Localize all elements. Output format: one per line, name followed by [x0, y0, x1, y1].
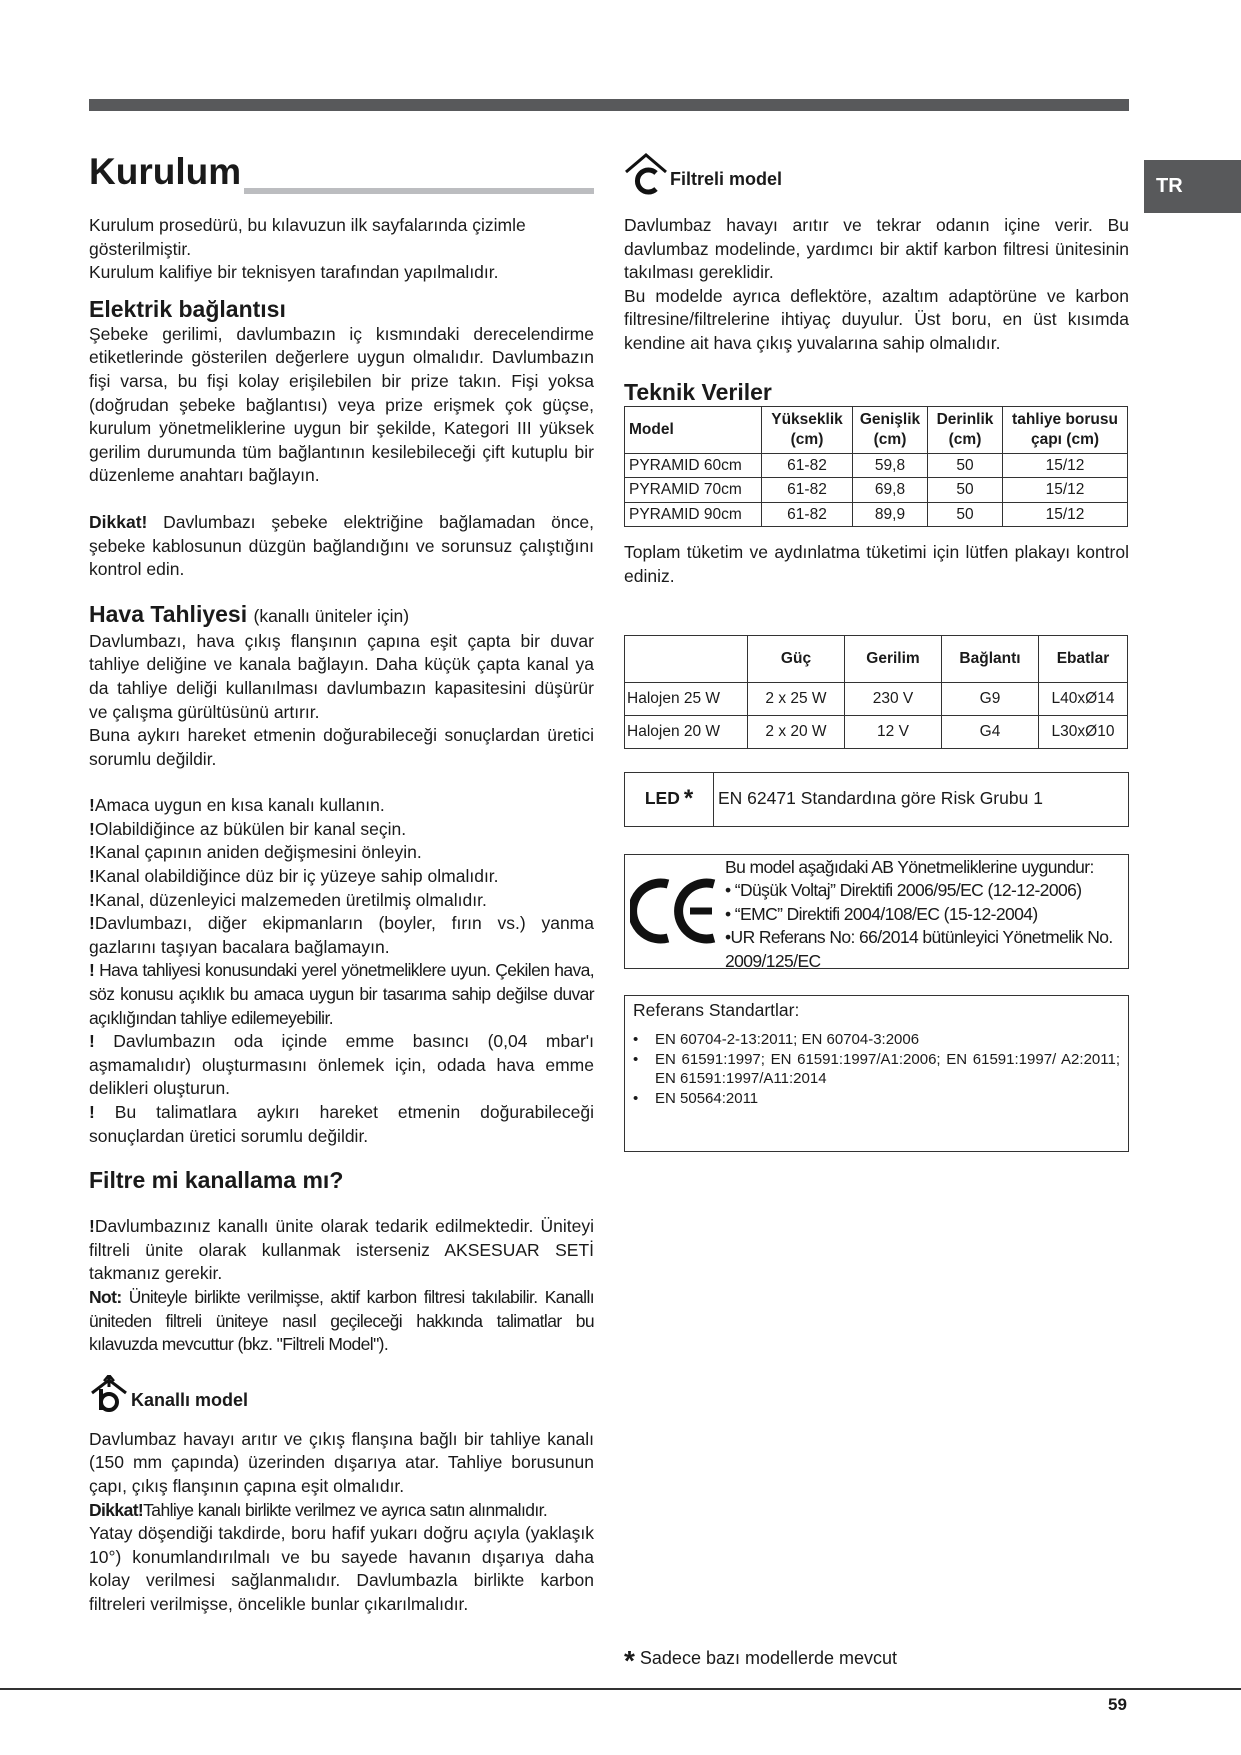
list-item: • EN 60704-2-13:2011; EN 60704-3:2006 [633, 1030, 1120, 1050]
list-item: !Amaca uygun en kısa kanalı kullanın. [89, 795, 385, 816]
filtre-text: !Davlumbazınız kanallı ünite olarak tedarik edilmektedir. Üniteyi filtreli ünite olarak kullanmak isterseniz AKSESUAR SETİ takmanız gerekir. [89, 1216, 594, 1284]
exclamation-icon: ! [89, 913, 95, 934]
kanalli-text-2: Yatay döşendiği takdirde, boru hafif yukarı doğru açıyla (yaklaşık 10°) konumlandırılmalı ve bu sayede havanın dışarıya daha kolay verilmesi sağlanmalıdır. Davlumbazla birlikte karbon filtreleri verilmişse, öncelikle bunlar çıkarılmalıdır. [89, 1523, 594, 1614]
list-item: • EN 61591:1997; EN 61591:1997/A1:2006; EN 61591:1997/ A2:2011; EN 61591:1997/A11:2014 [633, 1050, 1120, 1089]
tech-header: tahliye borusu çapı (cm) [1003, 406, 1128, 453]
tech-header: Derinlik (cm) [928, 406, 1003, 453]
teknik-title: Teknik Veriler [624, 378, 772, 405]
tech-header: Genişlik (cm) [853, 406, 928, 453]
top-bar [89, 99, 1129, 111]
list-item: ! Davlumbazın oda içinde emme basıncı (0,04 mbar'ı aşmamalıdır) oluşturmasını önlemek için, odada hava emme delikleri oluşturun. [89, 1031, 594, 1099]
refs-box [624, 995, 1129, 1152]
dikkat-text: Davlumbazı şebeke elektriğine bağlamadan önce, şebeke kablosunun düzgün bağlandığını ve sorunsuz çalıştığını kontrol edin. [89, 511, 594, 580]
filtreli-text-1: Davlumbaz havayı arıtır ve tekrar odanın içine verir. Bu davlumbaz modelinde, yardımcı bir aktif karbon filtresi ünitesinin takılması gereklidir. [624, 215, 1129, 283]
not-label: Not: [89, 1286, 122, 1307]
ce-text: Bu model aşağıdaki AB Yönetmeliklerine uygundur: • “Düşük Voltaj” Direktifi 2006/95/EC (12-12-2006) • “EMC” Direktifi 2004/108/EC (15-12-2004) •UR Referans No: 66/2014 bütünleyici Yönetmelik No. 2009/125/EC [725, 856, 1113, 971]
tech-header: Model [625, 406, 762, 453]
lamp-header-row: Güç Gerilim Bağlantı Ebatlar [625, 635, 1128, 682]
toplam-text: Toplam tüketim ve aydınlatma tüketimi için lütfen plakayı kontrol ediniz. [624, 542, 1129, 586]
ce-box [624, 854, 1129, 969]
exclamation-icon: ! [89, 889, 95, 910]
recirculating-model-icon [624, 152, 668, 198]
intro-2: Kurulum kalifiye bir teknisyen tarafından yapılmalıdır. [89, 262, 499, 283]
intro-1: Kurulum prosedürü, bu kılavuzun ilk sayfalarında çizimle gösterilmiştir. [89, 215, 526, 259]
list-item: !Kanal, düzenleyici malzemeden üretilmiş olmalıdır. [89, 889, 487, 910]
exclamation-icon: ! [89, 1216, 95, 1237]
not-paragraph: Not: Üniteyle birlikte verilmişse, aktif karbon filtresi takılabilir. Kanallı üniteden filtreli üniteye nasıl geçileceği hakkında talimatlar bu kılavuzda mevcuttur (bkz. "Filtreli Model"). [89, 1286, 594, 1355]
table-row: PYRAMID 90cm 61-82 89,9 50 15/12 [625, 502, 1128, 527]
language-tab: TR [1144, 160, 1241, 213]
table-row: Halojen 25 W 2 x 25 W 230 V G9 L40xØ14 [625, 682, 1128, 715]
tech-header-row [625, 406, 1128, 453]
advice-list [89, 794, 594, 1148]
hava-text-2: Buna aykırı hareket etmenin doğurabileceği sonuçlardan üretici sorumlu değildir. [89, 725, 594, 769]
list-item: !Olabildiğince az bükülen bir kanal seçin. [89, 818, 407, 839]
page-number: 59 [1108, 1695, 1127, 1714]
footnote: * Sadece bazı modellerde mevcut [624, 1645, 898, 1676]
refs-title: Referans Standartlar: [633, 999, 800, 1020]
hava-subtitle: (kanallı üniteler için) [253, 605, 410, 626]
filtreli-heading: Filtreli model [624, 150, 1129, 198]
exclamation-icon: ! [89, 960, 95, 981]
exclamation-icon: ! [89, 866, 95, 887]
list-item: ! Bu talimatlara aykırı hareket etmenin doğurabileceği sonuçlardan üretici sorumlu değildir. [89, 1102, 594, 1146]
page-title: Kurulum [89, 150, 594, 194]
tech-table [624, 406, 1128, 528]
title-underline [244, 188, 594, 194]
list-item: !Kanal çapının aniden değişmesini önleyin. [89, 842, 422, 863]
refs-list [633, 1030, 1120, 1108]
list-item: !Kanal olabildiğince düz bir iç yüzeye sahip olmalıdır. [89, 866, 499, 887]
dikkat2-label: Dikkat! [89, 1499, 144, 1520]
ce-mark-icon [625, 855, 725, 968]
right-column [624, 150, 1129, 1152]
table-row: PYRAMID 70cm 61-82 69,8 50 15/12 [625, 478, 1128, 503]
elektrik-text: Şebeke gerilimi, davlumbazın iç kısmındaki derecelendirme etiketlerinde gösterilen değerlere uygun olmalıdır. Davlumbazın fişi varsa, bu fişi kolay erişilebilen bir prize takın. Fişi yoksa (doğrudan şebeke bağlantısı) veya prize erişmek çok güçse, kurulum yönetmeliklerine uygun bir şekilde, Kategori III yüksek gerilim durumunda tüm bağlantının kesilebileceği çift kutuplu bir düzenleme anahtarı bağlayın. [89, 323, 594, 486]
exclamation-icon: ! [89, 842, 95, 863]
led-box [624, 772, 1129, 827]
kanalli-dikkat: Dikkat!Tahliye kanalı birlikte verilmez ve ayrıca satın alınmalıdır. [89, 1499, 548, 1520]
hava-text-1: Davlumbazı, hava çıkış flanşının çapına eşit çapta bir duvar tahliye deliğine ve kanala bağlayın. Daha küçük çapta kanal ya da tahliye deliği kullanılması davlumbazın kapasitesini düşürür ve çalışma gürültüsünü artırır. [89, 630, 594, 722]
dikkat-paragraph [89, 511, 594, 582]
exclamation-icon: ! [89, 795, 95, 816]
table-row: PYRAMID 60cm 61-82 59,8 50 15/12 [625, 453, 1128, 478]
lamp-table [624, 635, 1128, 749]
exclamation-icon: ! [89, 1102, 95, 1122]
kanalli-text: Davlumbaz havayı arıtır ve çıkış flanşına bağlı bir tahliye kanalı (150 mm çapında) üzerinden dışarıya atar. Tahliye borusunun çapı, çıkış flanşının çapına eşit olmalıdır. [89, 1428, 594, 1496]
led-text: EN 62471 Standardına göre Risk Grubu 1 [718, 788, 1043, 809]
bottom-line [0, 1688, 1241, 1690]
led-label: LED * [625, 773, 714, 826]
left-column [89, 150, 594, 1617]
ducted-model-icon [89, 1375, 129, 1413]
kanalli-heading: Kanallı model [89, 1375, 594, 1413]
exclamation-icon: ! [89, 1031, 95, 1052]
tech-header: Yükseklik (cm) [762, 406, 853, 453]
table-row: Halojen 20 W 2 x 20 W 12 V G4 L30xØ10 [625, 715, 1128, 748]
list-item: !Davlumbazı, diğer ekipmanların (boyler, fırın vs.) yanma gazlarını taşıyan bacalara bağlamayın. [89, 913, 594, 957]
exclamation-icon: ! [89, 818, 95, 839]
dikkat-label: Dikkat! [89, 511, 148, 532]
list-item: ! Hava tahliyesi konusundaki yerel yönetmeliklere uyun. Çekilen hava, söz konusu açıklık bu amaca uygun bir tasarıma sahip değilse duvar açıklığından tahliye edilemeyebilir. [89, 960, 595, 1028]
filtre-title: Filtre mi kanallama mı? [89, 1167, 344, 1194]
elektrik-title: Elektrik bağlantısı [89, 295, 286, 322]
hava-title: Hava Tahliyesi (kanallı üniteler için) [89, 600, 410, 627]
list-item: • EN 50564:2011 [633, 1089, 1120, 1109]
filtreli-text-2: Bu modelde ayrıca deflektöre, azaltım adaptörüne ve karbon filtresine/filtrelerine ihtiyaç duyulur. Üst boru, en üst kısımda kendine ait hava çıkış yuvalarına sahip olmalıdır. [624, 285, 1129, 353]
